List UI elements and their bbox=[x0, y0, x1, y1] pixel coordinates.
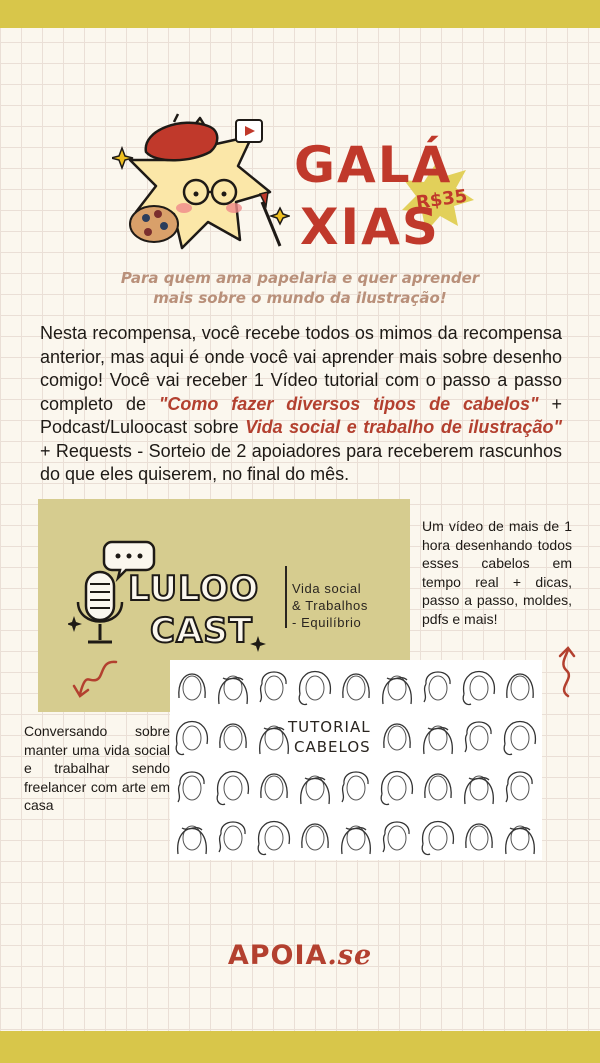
hair-label-line1: TUTORIAL bbox=[288, 718, 371, 736]
hair-sketch bbox=[178, 772, 204, 802]
galaxias-title bbox=[290, 120, 490, 260]
hair-sketch bbox=[217, 772, 248, 805]
podcast-tag: Vida social bbox=[292, 581, 362, 596]
hair-sketch bbox=[383, 676, 412, 704]
hair-sketch bbox=[220, 724, 246, 750]
hair-sketch bbox=[178, 826, 207, 854]
top-band bbox=[0, 0, 600, 28]
hair-sketch bbox=[301, 776, 330, 804]
hair-label-line2: CABELOS bbox=[294, 738, 371, 756]
logo-line1: LULOO bbox=[128, 569, 260, 609]
hair-sketch bbox=[219, 822, 245, 852]
hair-sketch-grid bbox=[170, 660, 542, 860]
hair-sketch bbox=[422, 822, 453, 855]
hair-sketch bbox=[504, 722, 535, 755]
podcast-tags bbox=[292, 580, 392, 631]
hair-sketch bbox=[299, 672, 330, 705]
hair-sketch bbox=[465, 722, 491, 752]
podcast-divider bbox=[285, 566, 287, 628]
hair-sketch bbox=[342, 826, 371, 854]
video-note: Um vídeo de mais de 1 hora desenhando todos esses cabelos em tempo real + dicas, passo a passo, moldes, pdfs e mais! bbox=[422, 518, 572, 627]
hair-sketch bbox=[384, 724, 410, 750]
hair-sketch bbox=[463, 672, 494, 705]
hair-sketch bbox=[507, 674, 533, 700]
tagline-line2: mais sobre o mundo da ilustração! bbox=[153, 289, 447, 307]
reward-description bbox=[40, 322, 562, 487]
hair-sketch bbox=[383, 822, 409, 852]
hair-sketch bbox=[342, 772, 368, 802]
hair-sketch bbox=[258, 822, 289, 855]
sparkle-icon bbox=[112, 148, 133, 168]
hair-sketch bbox=[506, 772, 532, 802]
hair-sketch bbox=[179, 674, 205, 700]
title-line1: GALÁ bbox=[294, 136, 453, 194]
tagline bbox=[80, 268, 520, 308]
price-badge: R$35 bbox=[414, 185, 469, 214]
conversation-note: Conversando sobre manter uma vida social e trabalhar sendo freelancer com arte em casa bbox=[24, 723, 170, 813]
star-mascot-illustration bbox=[112, 108, 290, 258]
logo-line2: CAST bbox=[150, 611, 253, 651]
desc-highlight2: Vida social e trabalho de ilustração" bbox=[245, 417, 562, 437]
desc-part1: Nesta recompensa, você recebe todos os mimos da recompensa anterior, mas aqui é onde você vai aprender mais sobre desenho comigo! Você vai receber 1 Vídeo tutorial com o passo a passo completo de bbox=[40, 323, 562, 414]
desc-part3: + Requests - Sorteio de 2 apoiadores para receberem rascunhos do que eles quiserem, no final do mês. bbox=[40, 440, 562, 484]
brand-name: APOIA bbox=[227, 940, 328, 971]
hair-sketch bbox=[302, 824, 328, 850]
apoia-se-logo bbox=[200, 940, 400, 971]
luloocast-logo bbox=[68, 536, 278, 656]
hair-sketch bbox=[343, 674, 369, 700]
microphone-icon bbox=[78, 572, 122, 642]
desc-part2: + Podcast/Luloocast sobre bbox=[40, 393, 562, 437]
hair-sketch bbox=[260, 672, 286, 702]
hair-sketch bbox=[424, 726, 453, 754]
tagline-line1: Para quem ama papelaria e quer aprender bbox=[120, 269, 480, 287]
curly-arrow-down-icon bbox=[70, 658, 120, 702]
hair-sketch bbox=[465, 776, 494, 804]
hair-sketch bbox=[219, 676, 248, 704]
hair-sketch bbox=[506, 826, 535, 854]
title-line2: XIAS bbox=[300, 198, 440, 256]
brand-suffix: .se bbox=[327, 940, 373, 971]
hair-sketch bbox=[466, 824, 492, 850]
hair-sketch bbox=[424, 672, 450, 702]
curly-arrow-up-icon bbox=[552, 644, 582, 698]
hair-sketch bbox=[176, 722, 207, 755]
sparkle-icon bbox=[271, 208, 289, 224]
podcast-tag: & Trabalhos bbox=[292, 598, 368, 613]
bottom-band bbox=[0, 1031, 600, 1063]
podcast-tag: - Equilíbrio bbox=[292, 615, 362, 630]
hair-sketch bbox=[425, 774, 451, 800]
hair-sketch bbox=[381, 772, 412, 805]
hair-sketch bbox=[261, 774, 287, 800]
desc-highlight1: "Como fazer diversos tipos de cabelos" bbox=[158, 393, 539, 414]
hair-sketch bbox=[260, 726, 289, 754]
hair-tutorial-sheet bbox=[170, 660, 542, 860]
